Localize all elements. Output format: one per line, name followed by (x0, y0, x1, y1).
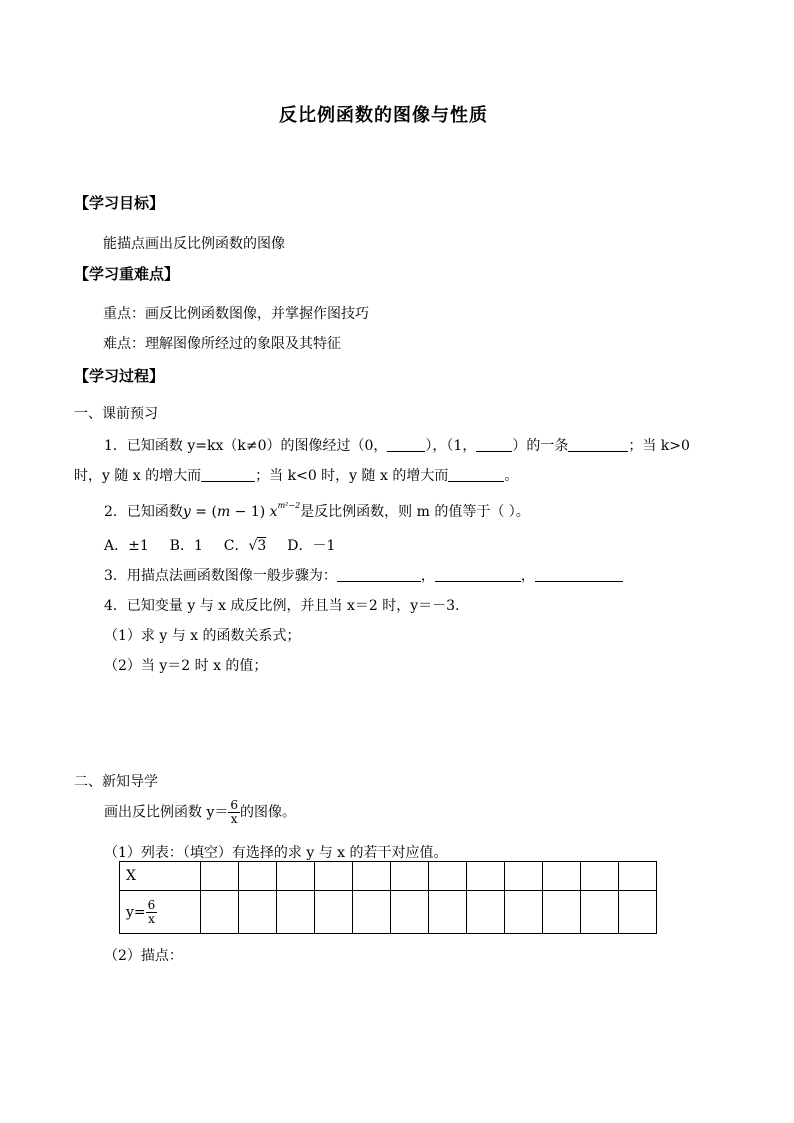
table-cell[interactable] (543, 862, 581, 891)
table-cell[interactable] (239, 891, 277, 934)
step-2-text: （2）描点： (104, 948, 183, 964)
difficult-point-item: 难点：理解图像所经过的象限及其特征 (103, 336, 341, 352)
table-cell[interactable] (201, 891, 239, 934)
table-cell[interactable] (429, 891, 467, 934)
answer-blank[interactable] (387, 437, 425, 452)
table-cell[interactable] (277, 891, 315, 934)
table-cell[interactable] (391, 891, 429, 934)
value-table (119, 861, 657, 934)
table-cell[interactable] (619, 862, 657, 891)
table-cell[interactable] (353, 891, 391, 934)
table-cell[interactable] (277, 862, 315, 891)
table-cell[interactable] (429, 862, 467, 891)
new-knowledge-intro: 画出反比例函数 y＝ $\frac{6}{x}$ 的图像。 (104, 798, 296, 826)
question-4: 4．已知变量 y 与 x 成反比例，并且当 x＝2 时，y＝－3. (104, 598, 460, 614)
question-4-sub-1: （1）求 y 与 x 的函数关系式； (104, 628, 301, 644)
key-point-item: 重点：画反比例函数图像，并掌握作图技巧 (103, 306, 369, 322)
option-d[interactable]: D．－1 (287, 538, 336, 554)
answer-blank[interactable] (201, 467, 255, 482)
sqrt-icon: √ (248, 538, 258, 554)
row-label-x: X (120, 862, 201, 891)
answer-blank[interactable] (535, 567, 623, 582)
question-4-sub-2: （2）当 y＝2 时 x 的值； (104, 658, 268, 674)
fraction-6-over-x: $\frac{6}{x}$ (230, 798, 238, 826)
table-cell[interactable] (467, 891, 505, 934)
objective-item: 能描点画出反比例函数的图像 (103, 236, 285, 252)
function-expression: y = (m − 1) $x^{m^2-2}$ (182, 501, 301, 520)
step-1-text: （1）列表：（填空）有选择的求 y 与 x 的若干对应值。 (104, 845, 448, 861)
new-knowledge-heading: 二、新知导学 (74, 774, 158, 790)
table-cell[interactable] (239, 862, 277, 891)
objectives-heading: 【学习目标】 (74, 194, 165, 212)
question-1-line-2: 时，y 随 x 的增大而 ；当 k<0 时，y 随 x 的增大而 。 (74, 468, 519, 484)
table-cell[interactable] (353, 862, 391, 891)
preview-heading: 一、课前预习 (74, 406, 158, 422)
row-label-y: y= $\frac{6}{x}$ (120, 891, 201, 934)
table-cell[interactable] (619, 891, 657, 934)
table-cell[interactable] (315, 862, 353, 891)
question-1-line-1: 1．已知函数 y=kx（k≠0）的图像经过（0， ），（1， ）的一条 ；当 k>0 (104, 438, 690, 454)
answer-blank[interactable] (476, 437, 512, 452)
table-cell[interactable] (467, 862, 505, 891)
table-row-x (120, 862, 657, 891)
answer-blank[interactable] (435, 567, 521, 582)
table-row-y (120, 891, 657, 934)
question-2-options (104, 537, 335, 555)
option-b[interactable]: B．1 (169, 538, 203, 554)
answer-blank[interactable] (337, 567, 421, 582)
option-a[interactable]: A．±1 (104, 538, 149, 554)
question-2: 2．已知函数y = (m − 1) $x^{m^2-2}$是反比例函数，则 m 的值等于（ ）。 (104, 501, 530, 520)
table-cell[interactable] (505, 862, 543, 891)
table-cell[interactable] (581, 862, 619, 891)
table-cell[interactable] (543, 891, 581, 934)
option-c[interactable]: C．√3 (223, 538, 267, 554)
table-cell[interactable] (391, 862, 429, 891)
question-3: 3．用描点法画函数图像一般步骤为： ， ， (104, 567, 623, 585)
answer-blank[interactable] (568, 437, 628, 452)
answer-blank[interactable] (448, 467, 504, 482)
table-cell[interactable] (315, 891, 353, 934)
table-cell[interactable] (505, 891, 543, 934)
key-points-heading: 【学习重难点】 (74, 265, 180, 283)
page-title: 反比例函数的图像与性质 (279, 105, 488, 126)
table-cell[interactable] (581, 891, 619, 934)
table-cell[interactable] (201, 862, 239, 891)
process-heading: 【学习过程】 (74, 367, 165, 385)
